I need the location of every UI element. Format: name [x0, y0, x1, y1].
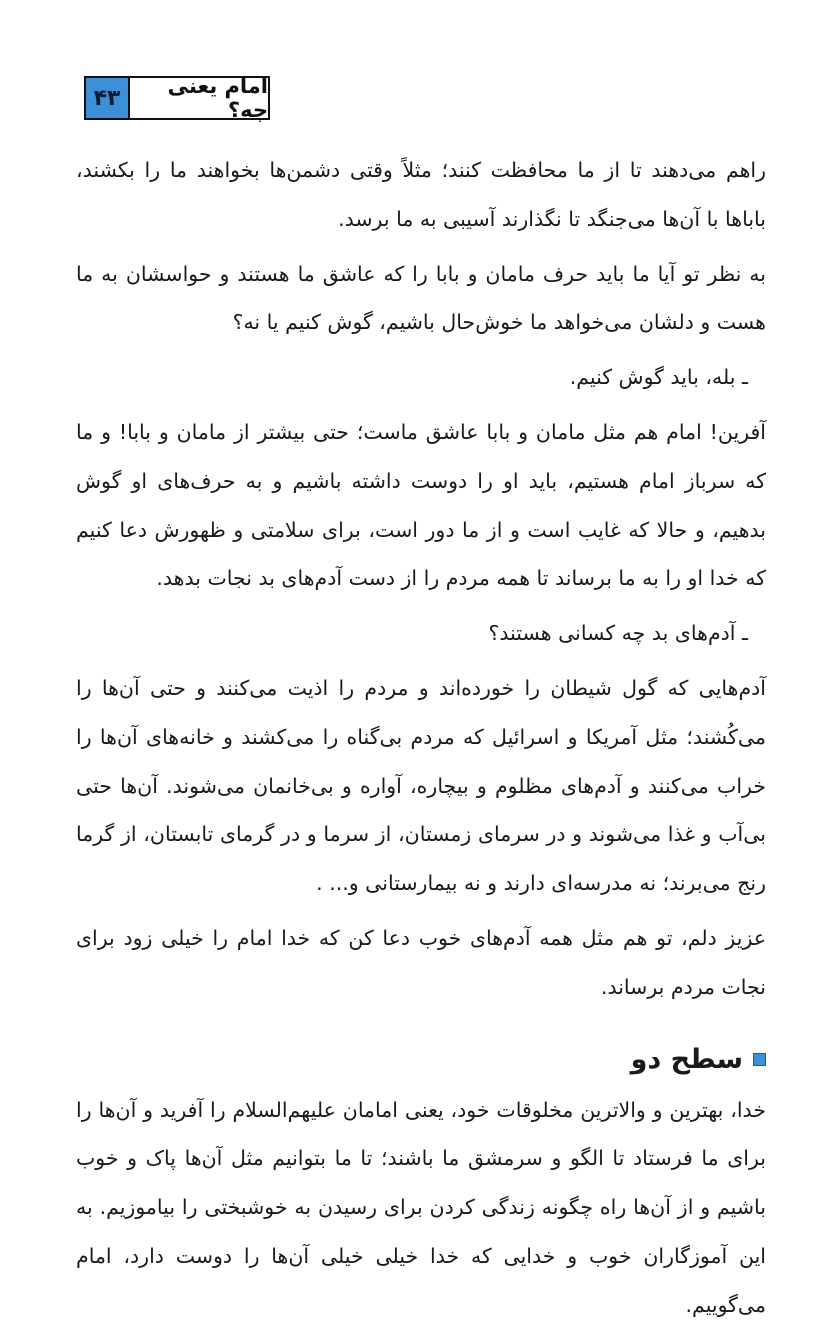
page-number: ۴۳	[86, 78, 130, 118]
paragraph: خدا، بهترین و والاترین مخلوقات خود، یعنی امامان علیهم‌السلام را آفرید و آن‌ها را برای ما فرستاد تا الگو و سرمشق ما باشند؛ تا ما بتوانیم مثل آن‌ها پاک و خوب باشیم و از آن‌ها راه چگونه زندگی کردن برای رسیدن به خوشبختی را بیاموزیم. به این آموزگاران خوب و خدایی که خدا خیلی خیلی آن‌ها را دوست دارد، امام می‌گوییم.	[76, 1097, 766, 1317]
paragraph: راهم می‌دهند تا از ما محافظت کنند؛ مثلاً وقتی دشمن‌ها بخواهند ما را بکشند، باباها با آن‌ها می‌جنگد تا نگذارند آسیبی به ما برسد.	[76, 158, 766, 231]
dialog-line: ـ بله، باید گوش کنیم.	[569, 365, 748, 390]
section-heading	[76, 1040, 766, 1080]
dialog-line: ـ آدم‌های بد چه کسانی هستند؟	[488, 621, 748, 646]
square-bullet-icon	[753, 1053, 766, 1066]
paragraph: به نظر تو آیا ما باید حرف مامان و بابا را که عاشق ما هستند و حواسشان به ما هست و دلشان می‌خواهد ما خوش‌حال باشیم، گوش کنیم یا نه؟	[76, 261, 766, 335]
paragraph: آدم‌هایی که گول شیطان را خورده‌اند و مردم را اذیت می‌کنند و حتی آن‌ها را می‌کُشند؛ مثل آمریکا و اسرائیل که مردم بی‌گناه را می‌کشند و خانه‌های آن‌ها را خراب می‌کنند و آدم‌های مظلوم و بیچاره، آواره و بی‌خانمان می‌شوند. آن‌ها حتی بی‌آب و غذا می‌شوند و در سرمای زمستان، از سرما و در گرمای تابستان، از گرما رنج می‌برند؛ نه مدرسه‌ای دارند و نه بیمارستانی و... .	[76, 675, 766, 896]
page-body	[76, 146, 766, 1336]
paragraph: عزیز دلم، تو هم مثل همه آدم‌های خوب دعا کن که خدا امام را خیلی زود برای نجات مردم برساند.	[76, 925, 766, 999]
running-title: امام یعنی چه؟	[167, 74, 268, 122]
running-header	[84, 76, 270, 120]
section-heading-text: سطح دو	[630, 1043, 743, 1075]
paragraph: آفرین! امام هم مثل مامان و بابا عاشق ماست؛ حتی بیشتر از مامان و بابا! و ما که سرباز امام هستیم، باید او را دوست داشته باشیم و به حرف‌های او گوش بدهیم، و حالا که غایب است و از ما دور است، برای سلامتی و ظهورش دعا کنیم که خدا او را به ما برساند تا همه مردم را از دست آدم‌های بد نجات بدهد.	[76, 419, 766, 591]
